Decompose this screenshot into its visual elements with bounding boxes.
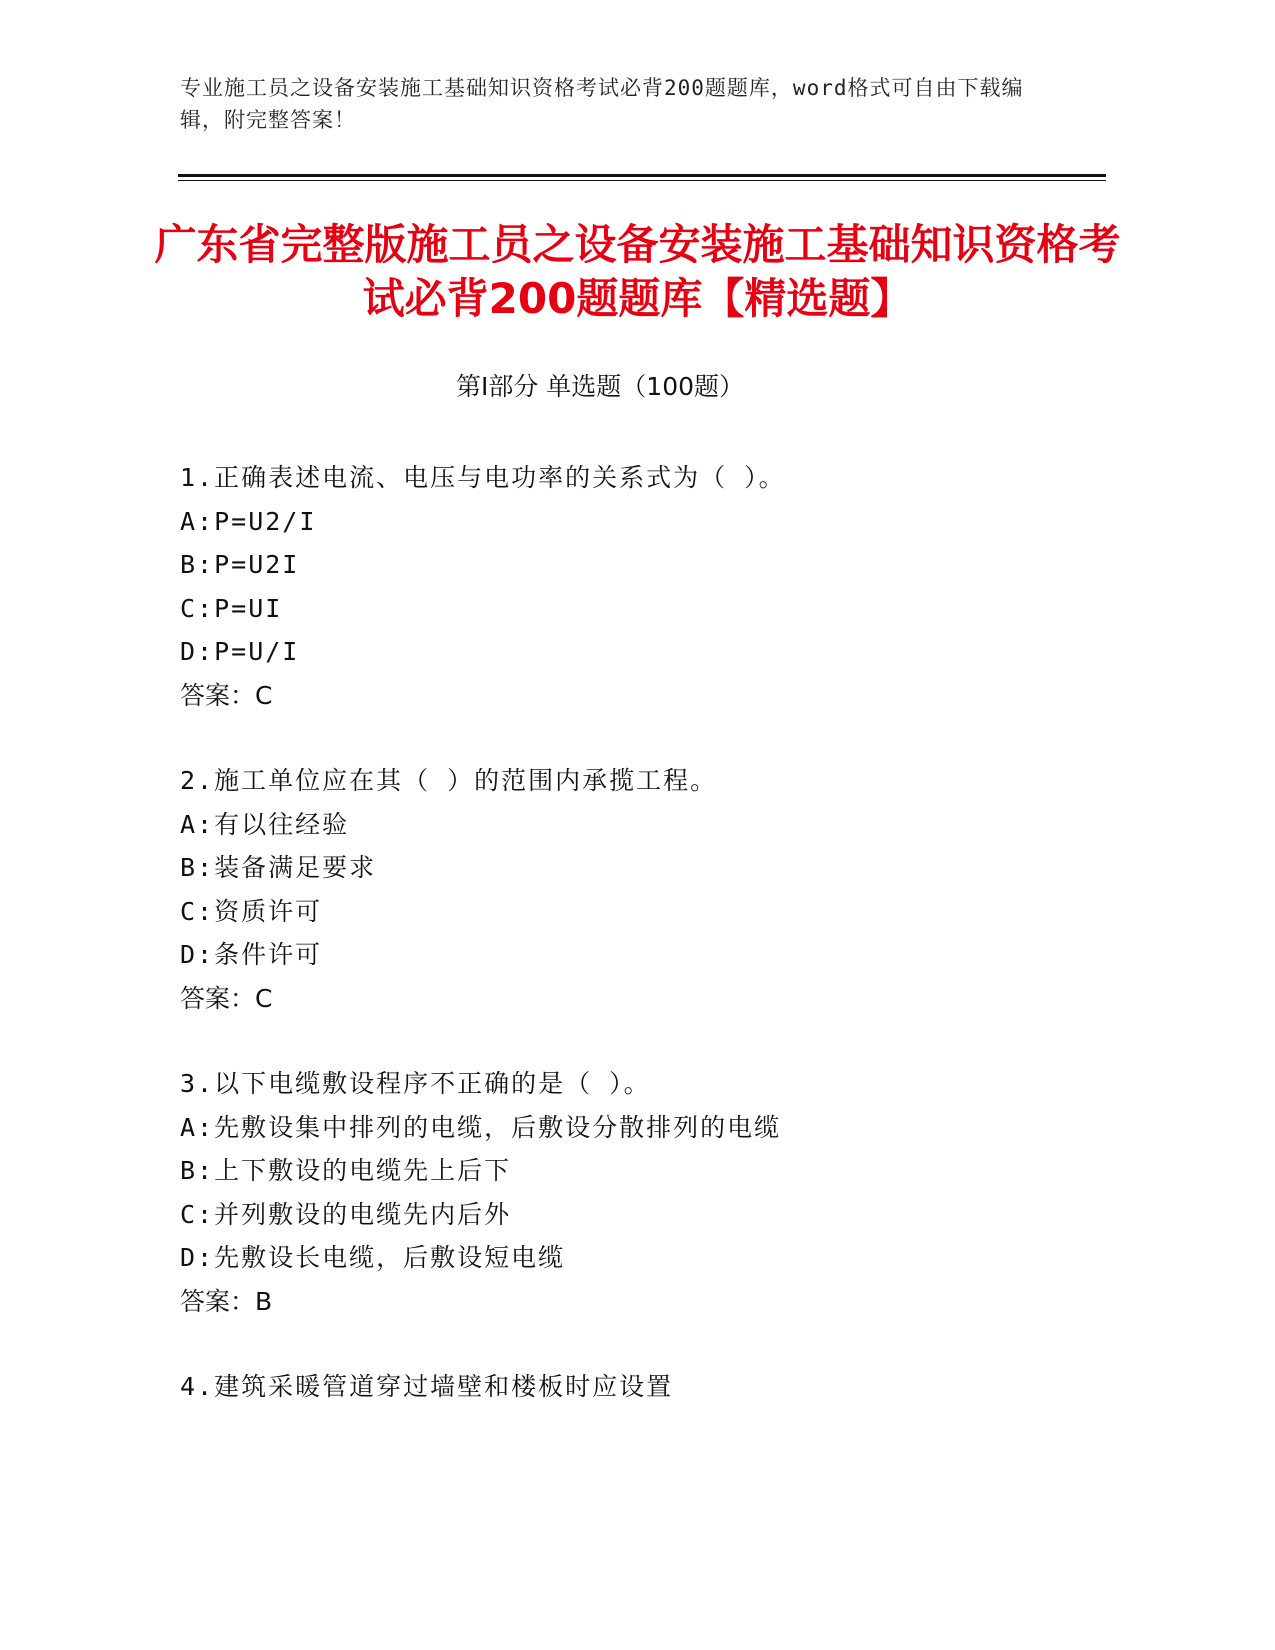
- option-c: C:并列敷设的电缆先内后外: [180, 1199, 512, 1229]
- question-2: [180, 759, 1080, 1020]
- document-title: 广东省完整版施工员之设备安装施工基础知识资格考试必背200题题库【精选题】: [154, 220, 1121, 323]
- question-list: [180, 456, 1080, 1451]
- option-d: D:P=U/I: [180, 637, 300, 666]
- option-b: B:装备满足要求: [180, 853, 377, 882]
- option-d: D:先敷设长电缆，后敷设短电缆: [180, 1243, 566, 1272]
- option-b: B:上下敷设的电缆先上后下: [180, 1156, 512, 1185]
- question-3: [180, 1062, 1080, 1323]
- question-4: [180, 1365, 1080, 1409]
- answer-line: 答案：C: [180, 983, 273, 1013]
- option-a: A:P=U2/I: [180, 506, 317, 536]
- header-divider-thick: [178, 174, 1106, 177]
- option-d: D:条件许可: [180, 940, 323, 969]
- question-1: [180, 456, 1080, 717]
- question-stem: 1.正确表述电流、电压与电功率的关系式为（ ）。: [180, 463, 786, 492]
- question-stem: 4.建筑采暖管道穿过墙壁和楼板时应设置: [180, 1372, 674, 1401]
- answer-line: 答案：B: [180, 1286, 273, 1316]
- question-stem: 3.以下电缆敷设程序不正确的是（ ）。: [180, 1069, 651, 1098]
- answer-line: 答案：C: [180, 680, 273, 710]
- header-note: 专业施工员之设备安装施工基础知识资格考试必背200题题库，word格式可自由下载编辑，附完整答案！: [180, 76, 1024, 132]
- option-a: A:有以往经验: [180, 809, 350, 839]
- option-c: C:P=UI: [180, 593, 283, 623]
- option-a: A:先敷设集中排列的电缆，后敷设分散排列的电缆: [180, 1112, 782, 1142]
- section-title: 第Ⅰ部分 单选题（100题）: [455, 372, 745, 401]
- question-stem: 2.施工单位应在其（ ）的范围内承揽工程。: [180, 766, 718, 795]
- header-divider-thin: [178, 180, 1106, 181]
- option-b: B:P=U2I: [180, 550, 300, 579]
- option-c: C:资质许可: [180, 896, 323, 926]
